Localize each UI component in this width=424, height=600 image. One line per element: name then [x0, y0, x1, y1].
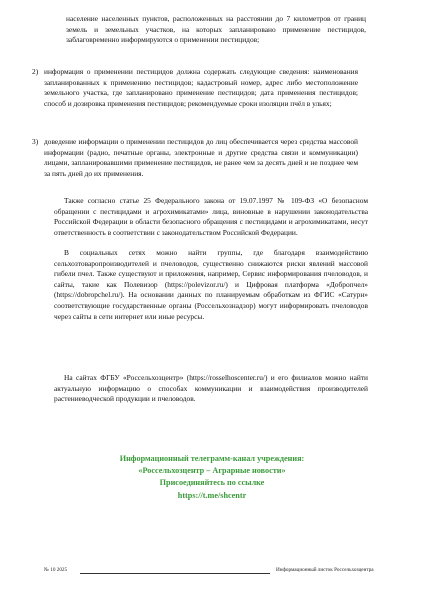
footer-divider-line — [80, 573, 270, 574]
list-item-text: информация о применении пестицидов должна содержать следующие сведения: наименования запланированных к применению пестицидов; кадастровый номер, адрес либо местоположение земельного участка, где запланировано применение пестицидов; дата применения пестицидов; способ и дозировка применения пестицидов; рекомендуемые сроки изоляции пчёл в ульях; — [44, 67, 358, 108]
promo-call-to-action: Присоединяйтесь по ссылке — [159, 478, 265, 488]
list-item-2 — [32, 67, 358, 109]
promo-title: Информационный телеграмм-канал учреждения: — [119, 454, 305, 463]
footer-issue-number: № 10 2025 — [44, 567, 68, 573]
promo-telegram-link[interactable]: https://t.me/shcentr — [177, 490, 247, 500]
list-item-3 — [32, 137, 358, 179]
paragraph-liability: Также согласно статье 25 Федерального закона от 19.07.1997 № 109-ФЗ «О безопасном обращении с пестицидами и агрохимикатами» лица, виновные в нарушении законодательства Российской Федерации в области безопасного обращения с пестицидами и агрохимикатами, несут ответственность в соответствии с законодательством Российской Федерации. — [54, 196, 368, 237]
list-item-1-continuation: население населенных пунктов, расположенных на расстоянии до 7 километров от границ земель и земельных участков, на которых запланировано применение пестицидов, заблаговременно информируются о применении пестицидов; — [66, 14, 366, 45]
telegram-promo-block — [40, 453, 384, 502]
list-item-text: доведение информации о применении пестицидов до лиц обеспечивается через средства массовой информации (радио, печатные органы, электронные и другие средства связи и коммуникации) лицами, запланировавшими применение пестицидов, не ранее чем за десять дней и не позднее чем за пять дней до их применения. — [44, 137, 358, 178]
list-item-number: 3) — [32, 137, 39, 146]
list-item-number: 2) — [32, 67, 39, 76]
paragraph-social-networks: В социальных сетях можно найти группы, где благодаря взаимодействию сельхозтоваропроизводителей и пчеловодов, существенно снижаются риски явлений массовой гибели пчел. Также существуют и приложения, например, Сервис информирования пчеловодов, и сайты, такие как Полевизор (https://polevizor.ru/) и Цифровая платформа «Добропчел» (https://dobropchel.ru/). На основании данных по планируемым обработкам из ФГИС «Сатурн» соответствующие государственные органы (Россельхознадзор) могут информировать пчеловодов через сайты в сети интернет или иные ресурсы. — [54, 248, 368, 321]
footer-sheet-title: Информационный листок Россельхозцентра — [276, 567, 374, 573]
paragraph-rosselhoscenter: На сайтах ФГБУ «Россельхозцентр» (https://rosselhoscenter.ru/) и его филиалов можно найти актуальную информацию о способах коммуникации и взаимодействия производителей растениеводческой продукции и пчеловодов. — [54, 373, 368, 404]
promo-channel-name: «Россельхозцентр – Аграрные новости» — [138, 466, 286, 476]
